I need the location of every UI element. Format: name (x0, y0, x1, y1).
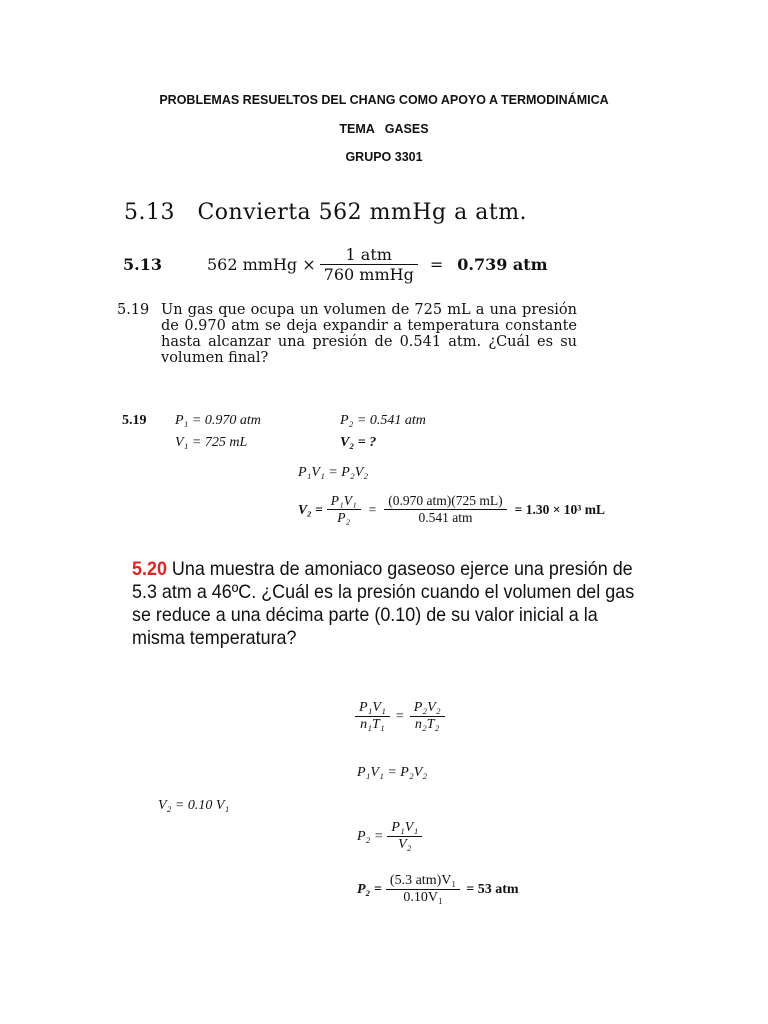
fraction-numerator: P₂V₂ (413, 700, 441, 715)
fraction-numerator: P₁V₁ (391, 820, 419, 835)
v2-relation: V₂ = 0.10 V₁ (158, 798, 230, 813)
problem-519-number: 5.19 (117, 302, 150, 318)
problem-513-fraction (322, 245, 416, 284)
p2-numeric-equation (357, 873, 519, 906)
problem-513-lhs: 562 mmHg × (207, 255, 316, 274)
boyle-law-519: P₁V₁ = P₂V₂ (298, 465, 369, 480)
fraction-denominator: V₂ (387, 836, 422, 853)
topic-label: TEMA GASES (339, 122, 429, 136)
left-fraction (357, 700, 388, 733)
problem-513-solution (123, 245, 548, 284)
fraction-numerator: P₁V₁ (359, 700, 386, 715)
problem-520-number: 5.20 (132, 558, 167, 580)
problem-513-question: 5.13 Convierta 562 mmHg a atm. (124, 200, 528, 225)
problem-519-text: Un gas que ocupa un volumen de 725 mL a una presión de 0.970 atm se deja expandir a temperatura constante hasta alcanzar una presión de 0.541 atm. ¿Cuál es su volumen final? (161, 302, 577, 366)
v2-unknown: V₂ = ? (340, 435, 377, 450)
p2-symbolic-equation (357, 820, 420, 853)
problem-519-solution-number: 5.19 (122, 413, 147, 428)
v2-result: = 1.30 × 10³ mL (514, 501, 605, 517)
fraction-denominator: 0.10V₁ (386, 889, 460, 906)
boyle-law-520: P₁V₁ = P₂V₂ (357, 765, 428, 780)
problem-520-text: Una muestra de amoniaco gaseoso ejerce una presión de 5.3 atm a 46ºC. ¿Cuál es la presión cuando el volumen del gas se reduce a una décima parte (0.10) de su valor inicial a la misma temperatura? (132, 558, 635, 649)
p2-fraction (389, 820, 420, 853)
fraction-numerator: 1 atm (345, 245, 392, 264)
v1-value: V₁ = 725 mL (175, 435, 248, 450)
p2-result: = 53 atm (466, 881, 519, 897)
fraction-numerator: (0.970 atm)(725 mL) (388, 493, 503, 508)
p1-value: P₁ = 0.970 atm (175, 413, 261, 428)
problem-513-result: 0.739 atm (457, 255, 548, 274)
fraction-numerator: P₁V₁ (330, 493, 357, 508)
group-label: GRUPO 3301 (345, 150, 423, 164)
equals-sign: = (429, 255, 444, 274)
p2-value: P₂ = 0.541 atm (340, 413, 426, 428)
fraction-denominator: P₂ (327, 509, 361, 526)
right-fraction (412, 700, 443, 733)
fraction-denominator: 0.541 atm (384, 509, 506, 526)
fraction-denominator: 760 mmHg (320, 264, 418, 284)
equals-sign: = (395, 708, 404, 724)
v2-fraction-numeric (386, 493, 504, 526)
p2-lhs: P₂ = (357, 828, 384, 844)
fraction-denominator: n₂T₂ (410, 716, 445, 733)
equals-sign: = (368, 501, 377, 517)
general-gas-equation (357, 700, 443, 733)
document-title: PROBLEMAS RESUELTOS DEL CHANG COMO APOYO A TERMODINÁMICA (159, 93, 609, 107)
problem-513-number: 5.13 (123, 255, 162, 274)
v2-fraction-symbolic (329, 493, 359, 526)
v2-equation (298, 493, 605, 526)
problem-520-question (132, 558, 647, 650)
fraction-numerator: (5.3 atm)V₁ (389, 873, 457, 888)
fraction-denominator: n₁T₁ (355, 716, 390, 733)
problem-519-question (117, 302, 577, 366)
p2-numeric-fraction (388, 873, 458, 906)
v2-lhs: V₂ = (298, 501, 323, 517)
p2-lhs: P₂ = (357, 881, 382, 897)
